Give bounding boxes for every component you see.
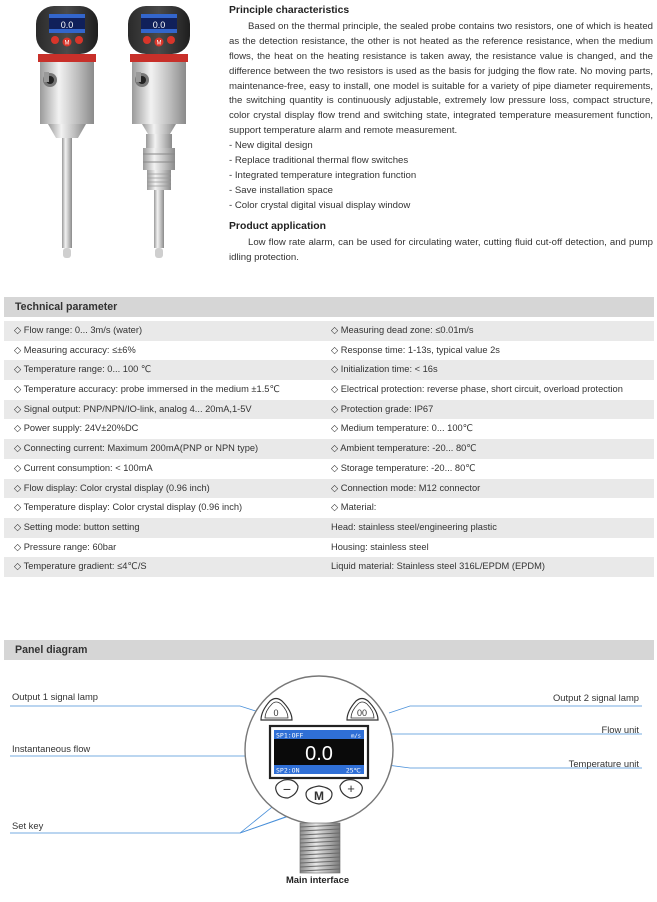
table-row xyxy=(4,557,654,577)
param-cell: ◇ Power supply: 24V±20%DC xyxy=(14,423,139,434)
panel-diagram-header: Panel diagram xyxy=(4,640,654,660)
feature-item: - Replace traditional thermal flow switches xyxy=(229,155,409,167)
param-cell: ◇ Material: xyxy=(331,502,377,513)
param-cell: ◇ Flow range: 0... 3m/s (water) xyxy=(14,325,143,335)
param-cell: ◇ Electrical protection: reverse phase, short circuit, overload protection xyxy=(331,384,623,395)
feature-list xyxy=(229,139,653,214)
sp1-status: SP1:OFF xyxy=(276,731,304,740)
principle-title: Principle characteristics xyxy=(229,5,350,16)
temperature-unit-label: Temperature unit xyxy=(568,758,639,769)
display-screen xyxy=(270,726,368,778)
table-row xyxy=(4,400,654,420)
technical-parameter-header: Technical parameter xyxy=(4,297,654,317)
feature-item: - Save installation space xyxy=(229,184,333,196)
table-row xyxy=(4,321,654,341)
lamp1-text: 0 xyxy=(273,708,279,718)
param-cell: Housing: stainless steel xyxy=(331,541,429,552)
param-cell: ◇ Protection grade: IP67 xyxy=(331,403,434,414)
param-cell: ◇ Flow display: Color crystal display (0.96 inch) xyxy=(14,482,210,493)
plus-key-label: + xyxy=(347,781,355,796)
feature-item: - New digital design xyxy=(229,140,313,152)
application-title: Product application xyxy=(229,220,326,232)
flow-sensor-photo-2 xyxy=(120,2,198,264)
param-cell: ◇ Signal output: PNP/NPN/IO-link, analog 4... 20mA,1-5V xyxy=(14,403,252,414)
minus-key-label: − xyxy=(282,781,292,797)
threaded-connector xyxy=(300,823,340,873)
param-cell: ◇ Response time: 1-13s, typical value 2s xyxy=(331,344,500,355)
table-row xyxy=(4,459,654,479)
param-cell: ◇ Current consumption: < 100mA xyxy=(14,462,153,473)
output2-label: Output 2 signal lamp xyxy=(553,692,639,703)
param-cell: ◇ Connection mode: M12 connector xyxy=(331,482,481,493)
m-key[interactable] xyxy=(306,786,332,804)
flow-sensor-photo-1 xyxy=(28,2,106,264)
param-cell: ◇ Ambient temperature: -20... 80℃ xyxy=(331,443,477,454)
table-row xyxy=(4,380,654,400)
param-cell: ◇ Temperature display: Color crystal display (0.96 inch) xyxy=(14,502,243,513)
photo-display-value-2: 0.0 xyxy=(152,20,166,30)
panel-diagram xyxy=(0,660,657,902)
table-row xyxy=(4,538,654,558)
table-row xyxy=(4,341,654,361)
table-row xyxy=(4,360,654,380)
param-cell: ◇ Measuring accuracy: ≤±6% xyxy=(14,344,136,355)
flow-unit-text: m/s xyxy=(351,733,361,740)
table-row xyxy=(4,419,654,439)
output1-label: Output 1 signal lamp xyxy=(12,691,98,702)
table-row xyxy=(4,498,654,518)
param-cell: ◇ Connecting current: Maximum 200mA(PNP or NPN type) xyxy=(14,443,259,454)
param-cell: Head: stainless steel/engineering plastic xyxy=(331,521,497,532)
feature-item: - Integrated temperature integration function xyxy=(229,169,417,181)
product-photos xyxy=(8,2,224,264)
param-cell: ◇ Temperature gradient: ≤4℃/S xyxy=(14,561,147,572)
photo-m-key: M xyxy=(64,40,70,47)
product-description xyxy=(229,4,653,265)
application-body: Low flow rate alarm, can be used for circulating water, cutting fluid cut-off detection, and pump idling protection. xyxy=(229,236,653,263)
temperature-value: 25℃ xyxy=(345,766,361,775)
table-row xyxy=(4,439,654,459)
param-cell: ◇ Temperature accuracy: probe immersed in the medium ±1.5℃ xyxy=(14,384,280,395)
set-key-label: Set key xyxy=(12,820,44,831)
principle-body: Based on the thermal principle, the sealed probe contains two resistors, one of which is heated as the detection resistance, the other is not heated as the reference resistance, when the medium flows, the heat on the heating resistance is taken away, the resistance value is changed, and the difference between the two resistors is used as the basis for judging the flow rate. No moving parts, maintenance-free, easy to install, one model is suitable for a variety of pipe diameter requirements, the switching quantity is continuously adjustable, extremely low pressure loss, compact structure, color crystal display flow trend and switching state, integrated temperature measurement function, support temperature alarm and remote measurement. xyxy=(229,20,653,137)
param-cell: ◇ Initialization time: < 16s xyxy=(331,364,438,375)
param-cell: ◇ Medium temperature: 0... 100℃ xyxy=(331,423,474,434)
table-row xyxy=(4,518,654,538)
param-cell: Liquid material: Stainless steel 316L/EPDM (EPDM) xyxy=(331,561,545,572)
m-key-label: M xyxy=(314,789,324,803)
technical-parameter-table xyxy=(4,321,654,577)
sp2-status: SP2:ON xyxy=(276,766,300,775)
feature-item: - Color crystal digital visual display window xyxy=(229,199,411,211)
flow-value: 0.0 xyxy=(305,743,333,765)
table-row xyxy=(4,479,654,499)
param-cell: ◇ Setting mode: button setting xyxy=(14,521,140,532)
lamp2-text: 00 xyxy=(356,708,368,718)
main-interface-caption: Main interface xyxy=(286,874,350,885)
photo-m-key-2: M xyxy=(156,40,162,47)
param-cell: ◇ Storage temperature: -20... 80℃ xyxy=(331,462,476,473)
instantaneous-flow-label: Instantaneous flow xyxy=(12,743,91,754)
photo-display-value: 0.0 xyxy=(60,20,74,30)
param-cell: ◇ Temperature range: 0... 100 ℃ xyxy=(14,364,152,375)
param-cell: ◇ Pressure range: 60bar xyxy=(14,541,117,552)
param-cell: ◇ Measuring dead zone: ≤0.01m/s xyxy=(331,325,474,335)
flow-unit-label: Flow unit xyxy=(601,724,639,735)
